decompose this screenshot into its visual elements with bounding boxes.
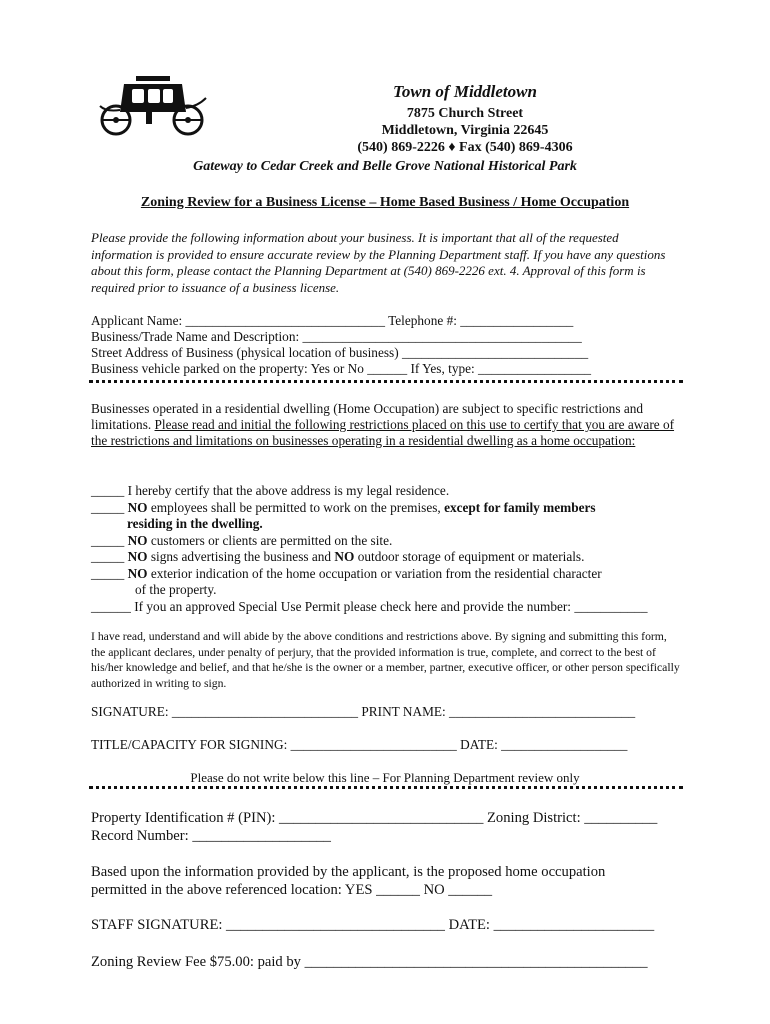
intro-paragraph: Please provide the following information about your business. It is important that all of the requested information is provided to ensure accurate review by the Planning Department staff. If you have any questions about this form, please contact the Planning Department at (540) 869-2226 ext. 4. Approval of this form is required prior to issuance of a business license. xyxy=(91,230,666,295)
applicant-name-telephone-field[interactable]: Applicant Name: ______________________________ Telephone #: _________________ xyxy=(91,313,574,328)
check-no-employees[interactable]: _____ NO employees shall be permitted to work on the premises, except for family members xyxy=(91,499,596,515)
town-title: Town of Middletown xyxy=(393,82,537,101)
street-address-field[interactable]: Street Address of Business (physical location of business) ____________________________ xyxy=(91,345,589,360)
dotted-divider-office xyxy=(89,786,683,789)
gateway-tagline: Gateway to Cedar Creek and Belle Grove National Historical Park xyxy=(193,159,577,174)
title-capacity-date-field[interactable]: TITLE/CAPACITY FOR SIGNING: _________________________ DATE: ___________________ xyxy=(91,737,628,752)
restrictions-instruction: Please read and initial the following restrictions placed on this use to certify that you are aware of the restrictions and limitations on businesses operating in a residential dwelling as a home occupation: xyxy=(91,417,675,448)
town-street-address: 7875 Church Street xyxy=(406,106,524,121)
zoning-review-fee-field[interactable]: Zoning Review Fee $75.00: paid by _______________________________________________ xyxy=(91,954,648,970)
town-city-state: Middletown, Virginia 22645 xyxy=(381,123,549,138)
applicant-fields xyxy=(91,313,591,377)
staff-signature-date-field[interactable]: STAFF SIGNATURE: ______________________________ DATE: ______________________ xyxy=(91,917,655,933)
office-use-note: Please do not write below this line – For Planning Department review only xyxy=(190,770,580,785)
restriction-checklist xyxy=(91,483,647,615)
diamond-icon: ♦ xyxy=(448,140,456,155)
declaration-paragraph: I have read, understand and will abide by the above conditions and restrictions above. By signing and submitting this form, the applicant declares, under penalty of perjury, that the provided information is true, complete, and correct to the best of his/her knowledge and belief, and that he/she is the owner or a member, partner, executive officer, or other person specifically authorized in writing to sign. xyxy=(91,630,680,690)
town-phone-fax xyxy=(80,140,770,156)
restrictions-lead: Businesses operated in a residential dwelling (Home Occupation) are subject to specific restrictions and limitations. xyxy=(91,401,644,432)
check-no-customers[interactable]: _____ NO customers or clients are permitted on the site. xyxy=(91,532,393,548)
check-exterior-cont: of the property. xyxy=(135,582,217,597)
signature-print-name-field[interactable]: SIGNATURE: ____________________________ PRINT NAME: ____________________________ xyxy=(91,704,636,719)
business-name-description-field[interactable]: Business/Trade Name and Description: __________________________________________ xyxy=(91,329,582,344)
restrictions-paragraph xyxy=(91,401,681,449)
check-no-exterior-indication[interactable]: _____ NO exterior indication of the home occupation or variation from the residential character xyxy=(91,565,602,581)
check-no-signs[interactable]: _____ NO signs advertising the business and NO outdoor storage of equipment or materials. xyxy=(91,549,585,564)
town-phone: (540) 869-2226 xyxy=(357,140,445,155)
permitted-yes-no-field[interactable]: permitted in the above referenced location: YES ______ NO ______ xyxy=(91,882,493,898)
town-fax: Fax (540) 869-4306 xyxy=(459,140,573,155)
check-special-use-permit[interactable]: ______ If you an approved Special Use Permit please check here and provide the number: ___________ xyxy=(91,598,648,614)
dotted-divider xyxy=(89,380,683,383)
check-no-employees-cont: residing in the dwelling. xyxy=(127,516,263,531)
vehicle-parked-field[interactable]: Business vehicle parked on the property: Yes or No ______ If Yes, type: _________________ xyxy=(91,361,592,376)
permitted-question: Based upon the information provided by the applicant, is the proposed home occupation xyxy=(91,864,606,880)
form-title: Zoning Review for a Business License – Home Based Business / Home Occupation xyxy=(140,195,630,210)
pin-zoning-district-field[interactable]: Property Identification # (PIN): ____________________________ Zoning District: __________ xyxy=(91,810,658,826)
record-number-field[interactable]: Record Number: ___________________ xyxy=(91,828,331,844)
check-legal-residence[interactable]: _____ I hereby certify that the above address is my legal residence. xyxy=(91,483,450,498)
